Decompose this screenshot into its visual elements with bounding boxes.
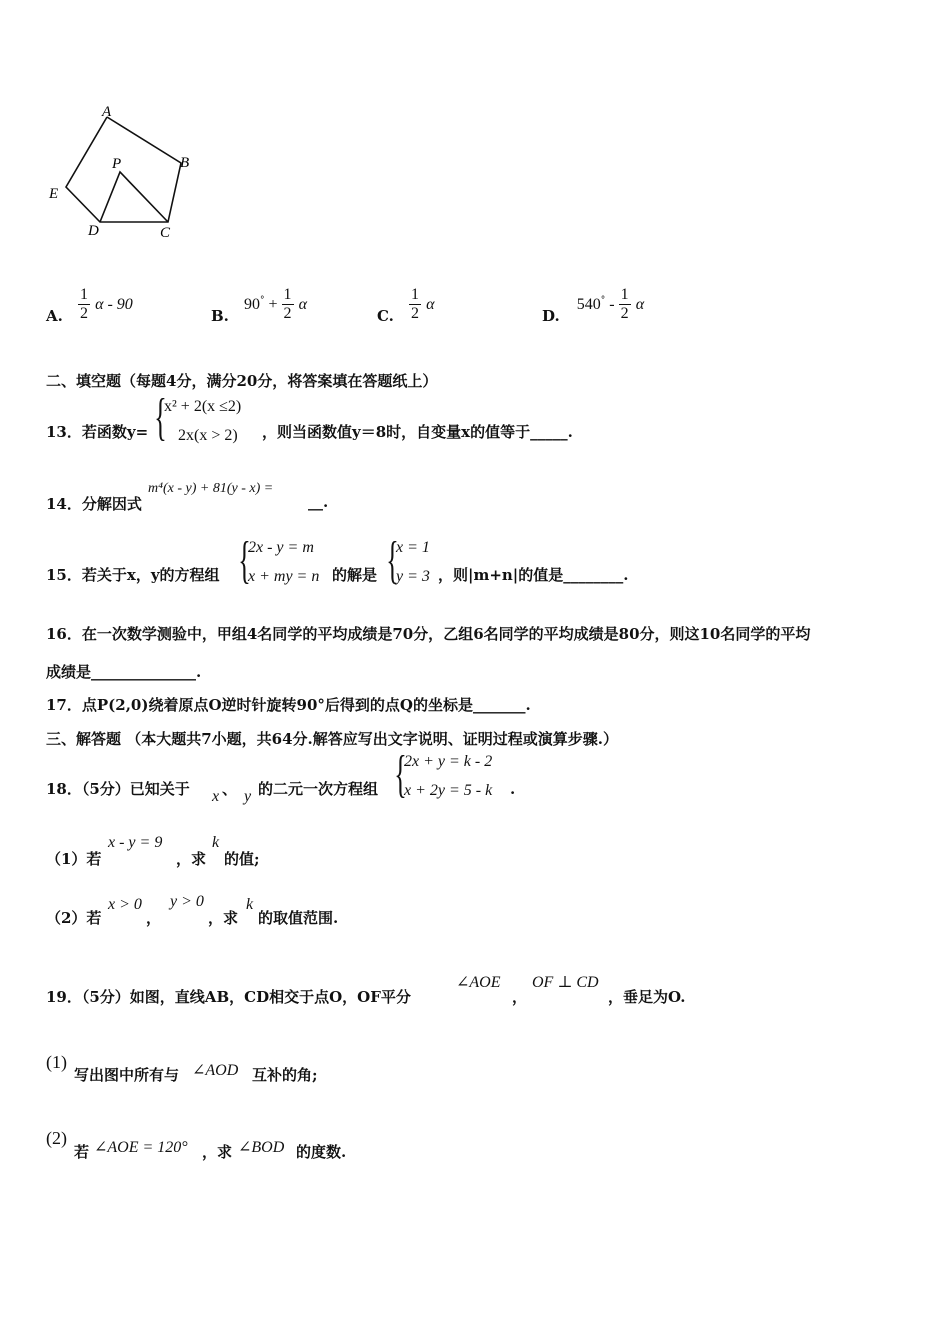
q18-p2-suffix: 的取值范围. — [258, 909, 339, 927]
q19-p2-num: (2) — [46, 1128, 67, 1148]
q18-p2-comma: ， — [146, 909, 162, 927]
q19-perp: OF ⊥ CD — [532, 974, 599, 991]
label-d: D — [88, 223, 99, 239]
q16-line2: 成绩是______________. — [46, 663, 202, 681]
label-a: A — [102, 104, 112, 120]
q19-p1-text-b: 互补的角; — [252, 1066, 318, 1084]
q19-p2-text-c: 的度数. — [296, 1143, 347, 1161]
q18-p2-k: k — [246, 896, 254, 913]
label-c: C — [160, 225, 171, 241]
q13-suffix: ，则当函数值y＝8时，自变量x的值等于_____. — [262, 423, 573, 441]
q18-p2-expr2: y > 0 — [170, 893, 204, 910]
option-d-pre: 540 — [576, 296, 601, 313]
label-b: B — [180, 155, 190, 171]
q15-prefix: 15．若关于x，y的方程组 — [46, 566, 220, 584]
label-e: E — [49, 186, 59, 202]
q18-p1-expr: x - y = 9 — [108, 834, 163, 851]
q18-sep: 、 — [222, 780, 238, 798]
option-d-tail: α — [635, 296, 645, 313]
q18-mid: 的二元一次方程组 — [258, 780, 379, 798]
q18-p2-prefix: （2）若 — [46, 909, 102, 927]
q19-comma: ， — [512, 988, 528, 1006]
q19-p1-text-a: 写出图中所有与 — [74, 1066, 180, 1084]
q17-text: 17．点P(2,0)绕着原点O逆时针旋转90°后得到的点Q的坐标是_______. — [46, 696, 531, 714]
q18-p1-prefix: （1）若 — [46, 850, 102, 868]
option-b-plus: + — [264, 296, 282, 313]
q15-sys2: x + my = n — [248, 568, 320, 585]
figure-outline — [66, 117, 181, 222]
q14-prefix: 14．分解因式 — [46, 495, 142, 513]
section2-heading: 二、填空题（每题4分，满分20分，将答案填在答题纸上） — [46, 372, 438, 390]
q15-sol2: y = 3 — [396, 568, 430, 585]
option-d-deg: ° — [600, 295, 606, 306]
label-p: P — [112, 156, 122, 172]
q15-sys1: 2x - y = m — [248, 539, 314, 556]
q19-p2-text-a: 若 — [74, 1143, 90, 1161]
pentagon-figure — [40, 95, 210, 245]
option-b-tail: α — [298, 296, 308, 313]
option-d-minus: - — [605, 296, 619, 313]
q18-y: y — [244, 788, 252, 805]
q18-p1-mid: ，求 — [176, 850, 207, 868]
option-c-den: 2 — [411, 305, 419, 322]
option-c-tail: α — [426, 296, 435, 313]
option-d-letter: D. — [542, 307, 560, 325]
option-a-den: 2 — [79, 305, 88, 322]
q19-p1-angle: ∠AOD — [192, 1062, 239, 1079]
q18-end: . — [510, 780, 516, 798]
q14-expr: m⁴(x - y) + 81(y - x) = — [148, 481, 274, 496]
q18-x: x — [212, 788, 220, 805]
q19-p1-num: (1) — [46, 1052, 67, 1072]
option-a-letter: A. — [46, 307, 63, 325]
option-d[interactable] — [542, 286, 644, 325]
q18-eq1: 2x + y = k - 2 — [404, 753, 493, 770]
q15-sol1: x = 1 — [396, 539, 430, 556]
q15-mid: 的解是 — [332, 566, 378, 584]
option-c[interactable] — [377, 286, 435, 325]
section3-heading: 三、解答题 （本大题共7小题，共64分.解答应写出文字说明、证明过程或演算步骤.） — [46, 730, 618, 748]
q19-prefix: 19．（5分）如图，直线AB，CD相交于点O，OF平分 — [46, 988, 411, 1006]
q13-prefix: 13．若函数y= — [46, 423, 149, 441]
option-b[interactable] — [211, 286, 307, 325]
option-c-letter: C. — [377, 307, 394, 325]
q18-p2-expr1: x > 0 — [108, 896, 142, 913]
option-b-pre: 90 — [244, 296, 260, 313]
q13-case1: x² + 2(x ≤2) — [164, 398, 242, 415]
q19-p2-text-b: ，求 — [202, 1143, 233, 1161]
option-d-den: 2 — [620, 305, 629, 322]
option-c-num: 1 — [411, 286, 419, 303]
q18-p1-suffix: 的值; — [224, 850, 260, 868]
q13-brace: { — [154, 389, 167, 446]
q15-brace2: { — [386, 532, 399, 589]
q13-case2: 2x(x > 2) — [178, 427, 238, 444]
option-b-num: 1 — [283, 286, 292, 303]
q18-eq2: x + 2y = 5 - k — [404, 782, 493, 799]
option-b-letter: B. — [211, 307, 229, 325]
q19-angle: ∠AOE — [456, 974, 501, 991]
option-a[interactable] — [46, 286, 133, 325]
q14-suffix: __. — [308, 493, 329, 511]
q18-prefix: 18．（5分）已知关于 — [46, 780, 190, 798]
q18-p2-mid: ，求 — [208, 909, 239, 927]
q19-p2-angle: ∠BOD — [238, 1139, 285, 1156]
option-a-tail: α - 90 — [95, 296, 133, 313]
q19-suffix: ，垂足为O. — [608, 988, 686, 1006]
option-a-num: 1 — [79, 286, 88, 303]
option-b-deg: ° — [260, 295, 265, 306]
q18-p1-k: k — [212, 834, 220, 851]
q15-suffix: ，则|m+n|的值是________. — [438, 566, 629, 584]
q19-p2-expr: ∠AOE = 120° — [94, 1139, 188, 1156]
q18-brace: { — [394, 746, 407, 803]
option-d-num: 1 — [620, 286, 629, 303]
q16-line1: 16．在一次数学测验中，甲组4名同学的平均成绩是70分，乙组6名同学的平均成绩是80分，则这10名同学的平均 — [46, 625, 811, 643]
figure-triangle — [100, 172, 168, 222]
option-b-den: 2 — [283, 305, 292, 322]
q15-brace1: { — [238, 532, 251, 589]
